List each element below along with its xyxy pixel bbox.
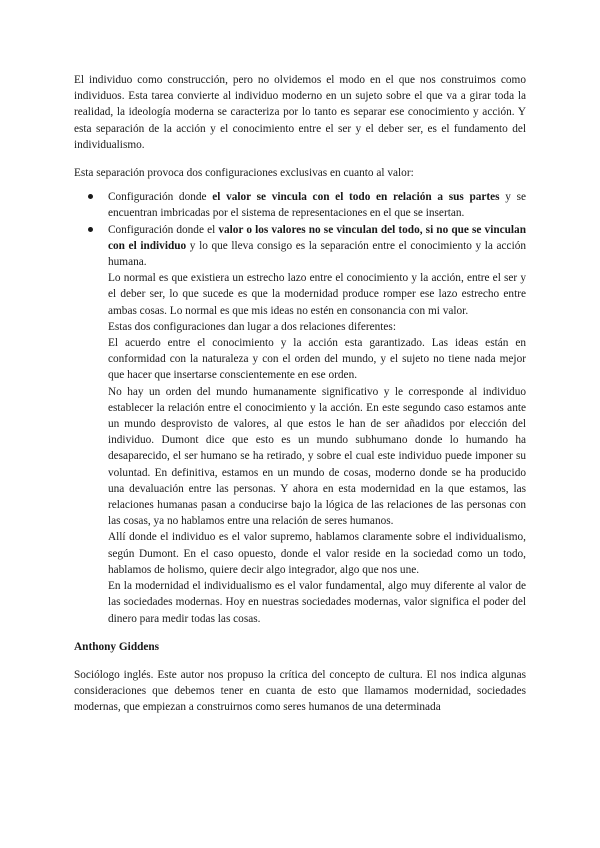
bullet-bold-text: el valor se vincula con el todo en relación a sus partes xyxy=(212,191,500,204)
bullet-icon xyxy=(88,227,93,232)
sub-paragraph: Lo normal es que existiera un estrecho lazo entre el conocimiento y la acción, entre el ser y el deber ser, lo que sucede es que la modernidad produce romper ese lazo estrecho entre ambas cosas. Lo normal es que mis ideas no estén en consonancia con mi valor. xyxy=(108,272,526,317)
bullet-prefix: Configuración donde xyxy=(108,191,213,204)
paragraph-individuo: El individuo como construcción, pero no olvidemos el modo en el que nos construimos como individuos. Esta tarea convierte al individuo moderno en un sujeto sobre el que va a girar toda la realidad, la ideología moderna se caracteriza por lo tanto es separar ese conocimiento y acción. Y esta separación de la acción y el conocimiento entre el ser y el deber ser, es el fundamento del individualismo. xyxy=(74,74,526,151)
paragraph-separacion: Esta separación provoca dos configuraciones exclusivas en cuanto al valor: xyxy=(74,167,414,180)
configuration-list xyxy=(74,189,526,270)
list-item xyxy=(74,189,526,221)
paragraph-giddens: Sociólogo inglés. Este autor nos propuso la crítica del concepto de cultura. El nos indica algunas consideraciones que debemos tener en cuanta de esto que llamamos modernidad, sociedades modernas, que empiezan a construirnos como seres humanos de una determinada xyxy=(74,668,526,714)
sub-paragraph: En la modernidad el individualismo es el valor fundamental, algo muy diferente al valor de las sociedades modernas. Hoy en nuestras sociedades modernas, valor significa el poder del dinero para medir todas las cosas. xyxy=(108,580,526,625)
bullet-bold-text: valor o los valores no se vinculan del todo, si no que se vinculan con el individuo xyxy=(108,223,526,252)
list-item xyxy=(74,222,526,271)
sub-paragraph: Estas dos configuraciones dan lugar a dos relaciones diferentes: xyxy=(108,320,396,333)
bullet-suffix: y lo que lleva consigo es la separación entre el conocimiento y la acción humana. xyxy=(108,239,527,269)
section-heading: Anthony Giddens xyxy=(74,640,160,653)
indented-block xyxy=(74,270,526,626)
bullet-suffix: y se encuentran imbricadas por el sistema de representaciones en el que se insertan. xyxy=(108,191,527,220)
sub-paragraph: Allí donde el individuo es el valor supremo, hablamos claramente sobre el individualismo, según Dumont. En el caso opuesto, donde el valor reside en la sociedad como un todo, hablamos de holismo, quiere decir algo integrador, algo que nos une. xyxy=(108,531,526,576)
sub-paragraph: El acuerdo entre el conocimiento y la acción esta garantizado. Las ideas están en conformidad con la naturaleza y con el orden del mundo, y el sujeto no tiene nada mejor que hacer que insertarse conscientemente en ese orden. xyxy=(108,337,526,382)
sub-paragraph: No hay un orden del mundo humanamente significativo y le corresponde al individuo establecer la relación entre el conocimiento y la acción. En este segundo caso estamos ante un mundo desprovisto de valores, al que estos le han de ser añadidos por elección del individuo. Dumont dice que esto es un mundo subhumano donde lo humando ha desaparecido, el ser humano se ha retirado, y sobre el cual este individuo puede imponer su voluntad. En definitiva, estamos en un mundo de cosas, moderno donde se ha producido una devaluación entre las personas. Y ahora en esta modernidad en la que estamos, las relaciones humanas pasan a conducirse bajo la lógica de las relaciones de las personas con las cosas, ya no hablamos entre una relación de seres humanos. xyxy=(108,385,526,528)
bullet-prefix: Configuración donde el xyxy=(108,223,219,236)
bullet-icon xyxy=(88,194,93,199)
